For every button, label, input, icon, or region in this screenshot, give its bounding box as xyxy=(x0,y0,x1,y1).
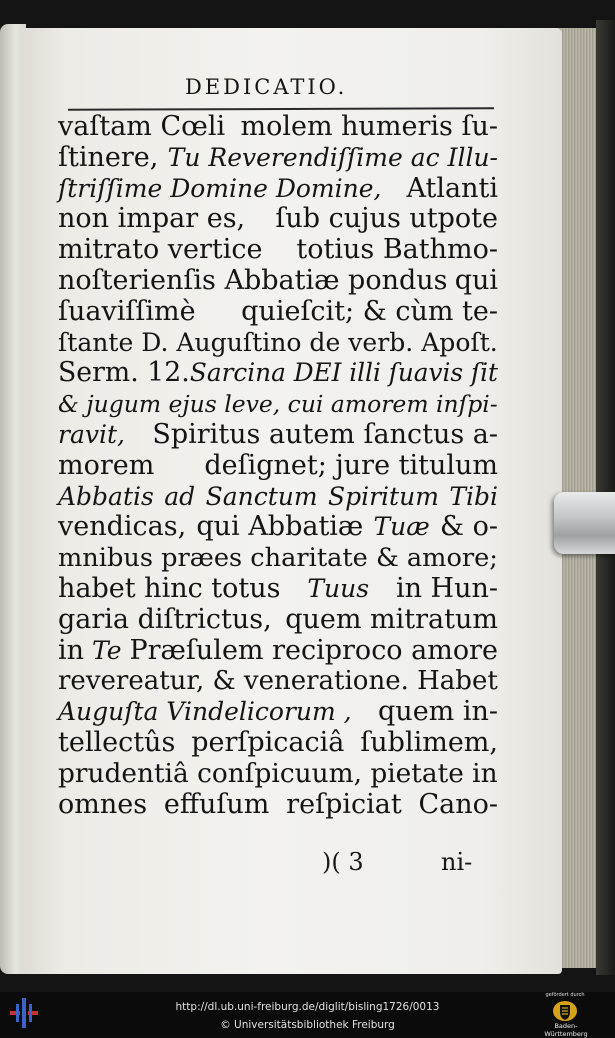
text-phrase: deſignet; jure titulum xyxy=(204,449,498,481)
text-line xyxy=(58,174,498,205)
text-phrase: qui Abbatiæ xyxy=(196,511,364,543)
text-line xyxy=(58,636,498,667)
text-phrase: qui xyxy=(454,264,498,296)
text-line xyxy=(58,574,498,605)
italic-phrase: ravit, xyxy=(58,419,125,449)
text-phrase: in Hun- xyxy=(395,572,498,604)
italic-phrase: Sarcina DEI illi ſuavis ſit xyxy=(189,358,498,388)
text-phrase: molem humeris ſu- xyxy=(240,111,498,142)
text-block xyxy=(58,112,498,820)
text-line xyxy=(58,297,498,328)
text-line xyxy=(58,112,498,143)
text-phrase: morem xyxy=(58,449,155,481)
text-phrase: non impar es, xyxy=(58,203,246,235)
text-line xyxy=(58,328,498,359)
italic-phrase: & jugum ejus leve, cui amorem inſpi- xyxy=(58,390,498,419)
text-line xyxy=(58,420,498,451)
italic-phrase: Te xyxy=(91,635,122,665)
text-phrase: ſub cujus utpote xyxy=(275,203,498,235)
funder-label: gefördert durch xyxy=(545,992,585,998)
text-phrase: & o- xyxy=(439,511,498,543)
text-line xyxy=(58,266,498,297)
funder-name: Baden-Württemberg xyxy=(544,1022,588,1038)
text-phrase: mitrato vertice xyxy=(58,234,263,266)
text-phrase: Serm. 12. xyxy=(58,357,190,389)
text-phrase: habet hinc totus xyxy=(58,572,281,604)
viewer-footer xyxy=(0,992,615,1036)
text-phrase: vaſtam Cœli xyxy=(58,111,226,142)
text-line xyxy=(58,759,498,790)
text-phrase: Spiritus autem ſanctus a- xyxy=(152,418,498,450)
text-line xyxy=(58,482,498,513)
text-line xyxy=(58,543,498,574)
text-line xyxy=(58,512,498,543)
italic-phrase: Tuus xyxy=(307,573,370,603)
permalink-url[interactable]: http://dl.ub.uni-freiburg.de/diglit/bisling1726/0013 xyxy=(175,1001,440,1013)
catchword: ni- xyxy=(441,848,473,876)
text-phrase: quieſcit; & cùm te- xyxy=(241,295,498,327)
text-phrase: noſterienſis Abbatiæ pondus xyxy=(58,264,448,296)
text-phrase: mnibus præes charitate & amore; xyxy=(58,543,498,574)
text-phrase: omnes effuſum reſpiciat Cano- xyxy=(58,788,498,820)
text-line xyxy=(58,235,498,266)
text-phrase: prudentiâ conſpicuum, pietate in xyxy=(58,758,498,789)
text-line xyxy=(58,389,498,420)
signature-mark: )( 3 xyxy=(322,848,364,876)
italic-phrase: Abbatis ad Sanctum Spiritum Tibi xyxy=(58,481,498,511)
text-line xyxy=(58,143,498,174)
italic-phrase: Tuæ xyxy=(373,512,430,542)
text-phrase: totius Bathmo- xyxy=(296,234,498,266)
text-phrase: quem in- xyxy=(378,696,498,728)
text-phrase: ſtinere, xyxy=(58,141,159,173)
text-line xyxy=(58,728,498,759)
text-line xyxy=(58,697,498,728)
text-line xyxy=(58,666,498,697)
text-phrase: ſtante D. Auguſtino de verb. Apoſt. xyxy=(58,327,498,357)
text-line xyxy=(58,790,498,821)
text-phrase: vendicas, xyxy=(58,511,187,543)
text-phrase: ſuaviſſimè xyxy=(58,295,196,327)
text-line xyxy=(58,451,498,482)
metal-clasp xyxy=(554,492,615,554)
italic-phrase: Tu Reverendiſſime ac Illu- xyxy=(167,142,498,172)
text-phrase: tellectûs perſpicaciâ ſublimem, xyxy=(58,726,498,758)
copyright-notice: © Universitätsbibliothek Freiburg xyxy=(220,1019,395,1031)
text-phrase: in xyxy=(58,634,85,666)
italic-phrase: ſtriſſime Domine Domine, xyxy=(58,173,382,203)
state-crest-icon xyxy=(551,1000,579,1022)
text-phrase: garia diſtrictus, xyxy=(58,603,272,635)
text-phrase: quem mitratum xyxy=(285,603,498,635)
text-phrase: Præſulem reciproco amore xyxy=(129,634,498,666)
text-phrase: revereatur, & veneratione. Habet xyxy=(58,666,498,697)
text-phrase: Atlanti xyxy=(406,172,498,204)
italic-phrase: Auguſta Vindelicorum , xyxy=(58,697,352,727)
text-line xyxy=(58,605,498,636)
running-head: DEDICATIO. xyxy=(185,75,348,99)
text-line xyxy=(58,358,498,389)
text-line xyxy=(58,204,498,235)
